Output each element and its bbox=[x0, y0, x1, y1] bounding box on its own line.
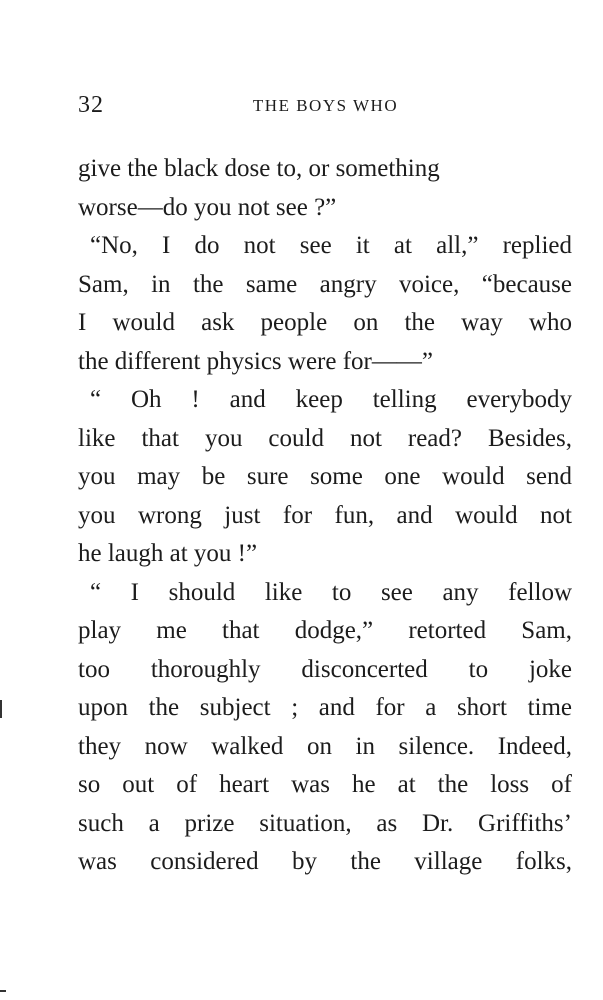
text-line: I would ask people on the way who bbox=[78, 309, 572, 336]
text-line: Sam, in the same angry voice, “because bbox=[78, 270, 572, 298]
scan-edge-mark bbox=[0, 990, 6, 992]
running-head: THE BOYS WHO bbox=[252, 96, 399, 115]
text-line: the different physics were for——” bbox=[78, 347, 433, 375]
text-line: too thoroughly disconcerted to joke bbox=[78, 655, 572, 683]
text-line: “No, I do not see it at all,” replied bbox=[90, 232, 572, 259]
text-line: you may be sure some one would send bbox=[78, 463, 572, 490]
text-line: they now walked on in silence. Indeed, bbox=[78, 732, 572, 760]
text-line: you wrong just for fun, and would not bbox=[78, 501, 572, 529]
text-line: like that you could not read? Besides, bbox=[78, 424, 572, 452]
text-line: he laugh at you !” bbox=[78, 540, 258, 567]
text-line: “ Oh ! and keep telling everybody bbox=[90, 386, 572, 413]
text-line: upon the subject ; and for a short time bbox=[78, 694, 572, 721]
scan-edge-mark bbox=[0, 700, 2, 718]
text-line: worse—do you not see ?” bbox=[78, 193, 337, 221]
text-line: so out of heart was he at the loss of bbox=[78, 771, 572, 798]
text-line: give the black dose to, or something bbox=[78, 155, 440, 182]
text-line: play me that dodge,” retorted Sam, bbox=[78, 617, 572, 644]
text-line: was considered by the village folks, bbox=[78, 848, 572, 875]
text-line: such a prize situation, as Dr. Griffiths’ bbox=[78, 809, 572, 837]
text-line: “ I should like to see any fellow bbox=[90, 578, 572, 606]
body-text bbox=[78, 150, 572, 882]
page-header bbox=[78, 88, 573, 128]
page-number: 32 bbox=[78, 92, 104, 118]
